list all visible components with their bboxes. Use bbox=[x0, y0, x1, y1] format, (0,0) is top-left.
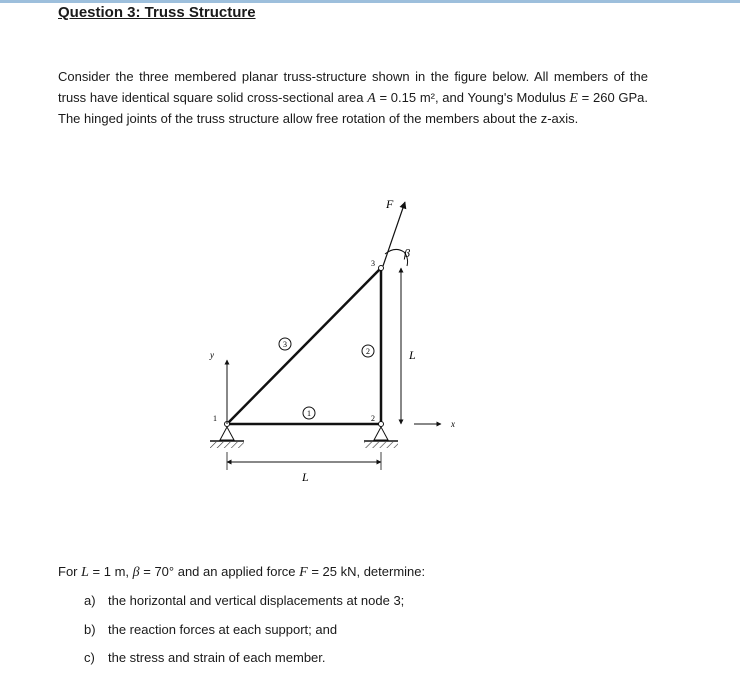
member-2-badge bbox=[362, 345, 374, 357]
list-item bbox=[84, 650, 404, 679]
member-1-label: 1 bbox=[307, 409, 311, 418]
pin-support-node-1 bbox=[210, 427, 244, 448]
modulus-symbol: E bbox=[569, 90, 578, 106]
force-arrow bbox=[383, 202, 405, 266]
modulus-value-and-rest: = 260 GPa. The hinged joints of the truss structure allow free rotation of the members about the z-axis. bbox=[58, 89, 649, 126]
task-list bbox=[84, 593, 404, 679]
vertical-length-label: L bbox=[409, 348, 416, 362]
list-item bbox=[84, 593, 404, 622]
given-prefix: For bbox=[58, 564, 82, 579]
node-2-label: 2 bbox=[371, 414, 375, 423]
given-L-symbol: L bbox=[81, 565, 89, 580]
task-b-text: the reaction forces at each support; and bbox=[108, 621, 338, 637]
pin-support-node-2 bbox=[364, 427, 398, 448]
member-2-label: 2 bbox=[366, 347, 370, 356]
node-1-label: 1 bbox=[213, 414, 217, 423]
given-beta-symbol: β bbox=[132, 565, 140, 580]
list-item bbox=[84, 622, 404, 651]
horizontal-length-label: L bbox=[302, 470, 309, 484]
task-b-label: b) bbox=[84, 621, 96, 637]
intro-text-1: Consider the three membered planar truss-structure shown in the figure below. All members of the truss have identical square solid cross-sectional area bbox=[58, 69, 648, 105]
given-values bbox=[58, 564, 425, 581]
task-c-label: c) bbox=[84, 650, 95, 665]
node-3-label: 3 bbox=[371, 259, 375, 268]
question-title: Question 3: Truss Structure bbox=[58, 4, 256, 21]
given-beta-value: = 70° and an applied force bbox=[139, 564, 300, 579]
given-L-value: = 1 m, bbox=[88, 564, 133, 579]
task-a-label: a) bbox=[84, 593, 96, 608]
y-axis-label: y bbox=[210, 350, 214, 360]
area-symbol: A bbox=[367, 90, 376, 106]
force-label: F bbox=[386, 197, 394, 211]
given-F-value: = 25 kN, determine: bbox=[307, 564, 426, 579]
x-axis-label: x bbox=[451, 419, 455, 429]
node-3-joint bbox=[379, 266, 384, 271]
task-a-text: the horizontal and vertical displacements at node 3; bbox=[108, 593, 405, 608]
beta-label: β bbox=[404, 246, 410, 260]
given-F-symbol: F bbox=[299, 565, 308, 580]
area-value: = 0.15 m², and Young's Modulus bbox=[375, 89, 570, 105]
member-1-badge bbox=[303, 407, 315, 419]
member-3-line bbox=[227, 268, 381, 424]
node-2-joint bbox=[379, 422, 384, 427]
member-3-badge bbox=[279, 338, 291, 350]
member-3-label: 3 bbox=[283, 340, 287, 349]
task-c-text: the stress and strain of each member. bbox=[108, 650, 326, 665]
